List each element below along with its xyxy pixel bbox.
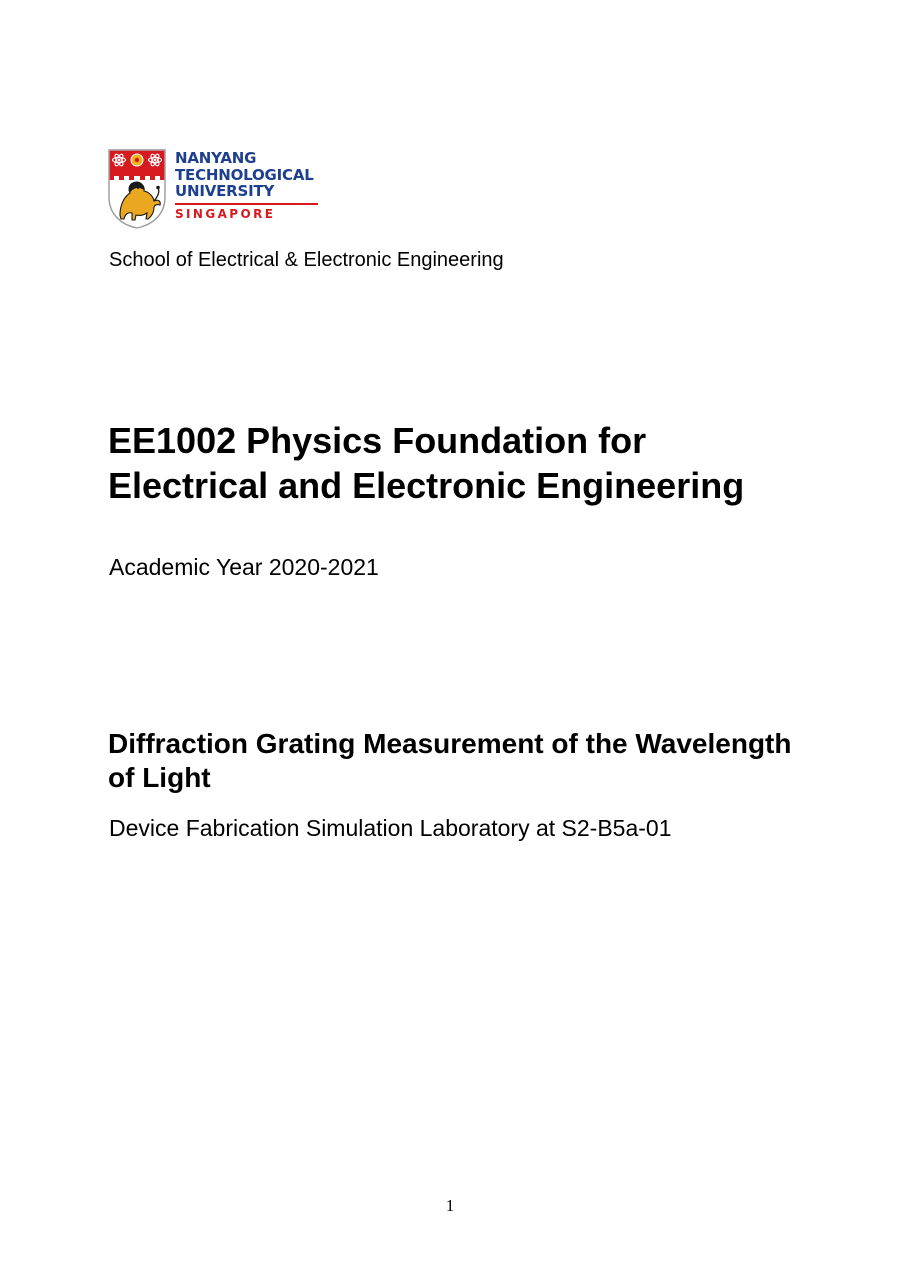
logo-line-singapore: SINGAPORE	[175, 206, 276, 221]
lab-location: Device Fabrication Simulation Laboratory at S2-B5a-01	[109, 815, 672, 841]
academic-year: Academic Year 2020-2021	[109, 554, 379, 580]
course-title: EE1002 Physics Foundation for Electrical and Electronic Engineering	[108, 420, 745, 506]
logo-line-nanyang: NANYANG	[175, 149, 257, 167]
page-number: 1	[445, 1196, 455, 1215]
logo-wordmark	[175, 150, 335, 222]
lab-title: Diffraction Grating Measurement of the Wavelength of Light	[108, 728, 792, 793]
logo-line-university: UNIVERSITY	[175, 182, 275, 200]
logo-line-technological: TECHNOLOGICAL	[175, 165, 314, 184]
university-logo	[108, 149, 328, 229]
logo-divider	[175, 203, 318, 205]
school-name: School of Electrical & Electronic Engineering	[109, 249, 504, 271]
ntu-crest-icon	[108, 149, 166, 229]
